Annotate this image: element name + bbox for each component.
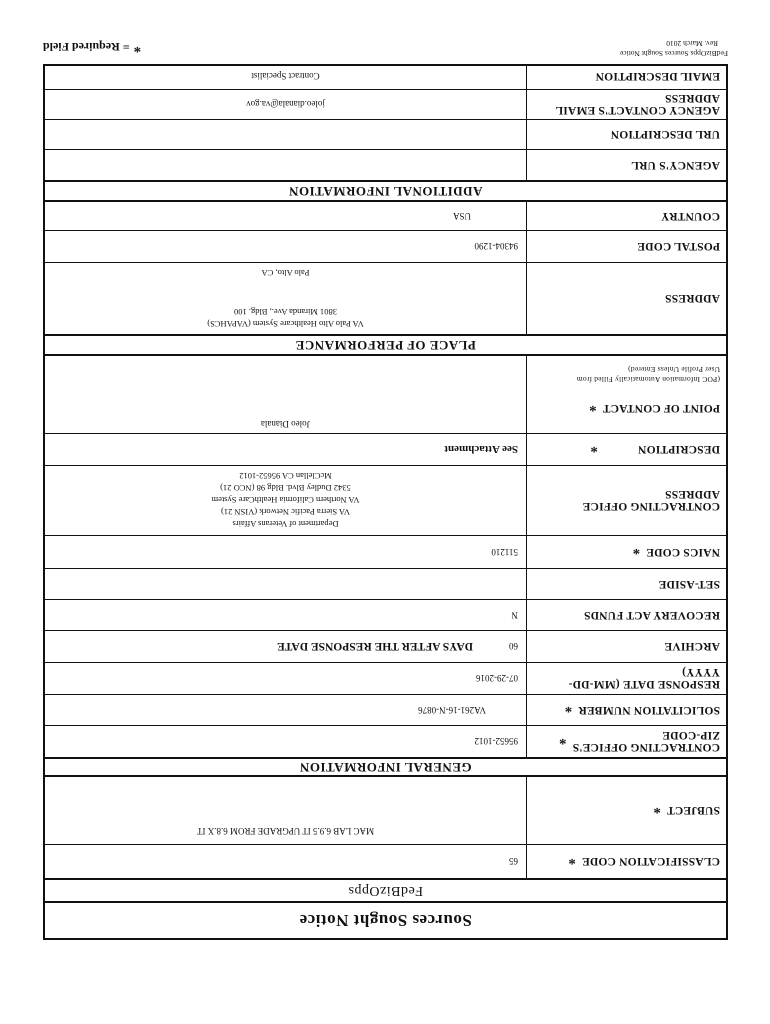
set-aside-value[interactable]	[45, 569, 526, 599]
point-of-contact-row	[45, 354, 726, 433]
performance-address-row	[45, 262, 726, 334]
archive-value	[45, 631, 526, 662]
classification-code-value[interactable]: 65	[509, 856, 518, 867]
contracting-office-zip-value[interactable]: 95652-1012	[474, 736, 518, 747]
contracting-office-address-label: CONTRACTING OFFICE ADDRESS	[526, 466, 726, 535]
set-aside-row	[45, 568, 726, 599]
section-heading: GENERAL INFORMATION	[299, 760, 472, 775]
classification-code-row	[45, 844, 726, 878]
required-star: *	[133, 39, 142, 56]
required-star: *	[564, 699, 573, 716]
section-heading: PLACE OF PERFORMANCE	[295, 338, 476, 353]
agency-url-label: AGENCY'S URL	[526, 150, 726, 180]
required-star: *	[653, 800, 661, 816]
response-date-label: RESPONSE DATE (MM-DD-YYYY)	[526, 663, 726, 694]
response-date-value[interactable]: 07-29-2016	[476, 673, 518, 684]
contracting-office-address-value[interactable]	[45, 466, 526, 535]
page-title: Sources Sought Notice	[299, 911, 472, 931]
subject-value[interactable]: MAC LAB 6.9.5 IT UPGRADE FROM 6.8.X IT	[196, 826, 375, 836]
contracting-office-zip-row	[45, 725, 726, 757]
url-description-label: URL DESCRIPTION	[526, 120, 726, 149]
required-star: *	[590, 439, 598, 455]
classification-code-label: CLASSIFICATION CODE *	[526, 845, 726, 878]
agency-url-value[interactable]	[45, 150, 526, 180]
recovery-act-funds-value[interactable]: N	[511, 610, 518, 620]
address-block: Department of Veterans Affairs VA Sierra Pacific Network (VISN 21) VA Northern California HealthCare System 5342 Dudley Blvd. Bldg 98 (NCO 21) McClellan CA 95652-1012	[211, 471, 360, 530]
url-description-value[interactable]	[45, 120, 526, 149]
title-row	[45, 901, 726, 938]
solicitation-number-value[interactable]: VA261-16-N-0876	[418, 705, 486, 715]
archive-row	[45, 630, 726, 662]
subject-label: SUBJECT *	[526, 777, 726, 844]
contracting-office-address-row	[45, 465, 726, 535]
poc-note-line2: User Profile Unless Entered)	[627, 365, 720, 374]
section-heading: ADDITIONAL INFORMATION	[288, 184, 483, 199]
recovery-act-funds-row	[45, 599, 726, 630]
email-description-row	[45, 64, 726, 89]
description-label: DESCRIPTION *	[526, 434, 726, 465]
postal-code-value[interactable]: 94304-1290	[474, 241, 518, 252]
subject-row	[45, 775, 726, 844]
description-row	[45, 433, 726, 465]
required-star: *	[588, 398, 597, 414]
page-subtitle: FedBizOpps	[348, 883, 423, 899]
email-description-label: EMAIL DESCRIPTION	[526, 64, 726, 89]
required-star: *	[568, 851, 576, 867]
agency-contact-email-row	[45, 89, 726, 119]
set-aside-label: SET-ASIDE	[526, 569, 726, 599]
point-of-contact-value[interactable]: Joleo Dianala	[260, 419, 311, 429]
country-label: COUNTRY	[526, 202, 726, 230]
naics-code-label: NAICS CODE *	[526, 536, 726, 568]
general-information-header	[45, 757, 726, 775]
country-row	[45, 200, 726, 230]
place-of-performance-header	[45, 334, 726, 354]
url-description-row	[45, 119, 726, 149]
solicitation-number-label: SOLICITATION NUMBER *	[526, 695, 726, 725]
footer-doc-info	[528, 30, 728, 64]
archive-suffix: DAYS AFTER THE RESPONSE DATE	[277, 640, 473, 653]
email-description-value[interactable]: Contract Specialist	[251, 71, 320, 82]
required-star: *	[632, 541, 641, 558]
required-field-legend	[43, 30, 168, 64]
performance-address-block: VA Palo Alto Healthcare System (VAPAHCS) 3801 Miranda Ave., Bldg. 100 Palo Alto, CA	[207, 268, 364, 329]
contracting-office-zip-label: CONTRACTING OFFICE'S ZIP-CODE *	[526, 726, 726, 757]
postal-code-label: POSTAL CODE	[526, 231, 726, 262]
recovery-act-funds-label: RECOVERY ACT FUNDS	[526, 600, 726, 630]
performance-address-label: ADDRESS	[526, 263, 726, 334]
required-field-text: = Required Field	[43, 40, 130, 55]
description-value[interactable]: See Attachment	[444, 443, 518, 456]
response-date-row	[45, 662, 726, 694]
performance-address-value[interactable]	[45, 263, 526, 334]
agency-contact-email-value[interactable]: joleo.dianala@va.gov	[246, 99, 325, 110]
solicitation-number-row	[45, 694, 726, 725]
archive-label: ARCHIVE	[526, 631, 726, 662]
country-value[interactable]: USA	[452, 211, 471, 221]
footer-doc-name: FedBizOpps Sources Sought Notice	[619, 49, 728, 58]
agency-url-row	[45, 149, 726, 180]
additional-information-header	[45, 180, 726, 200]
subtitle-row	[45, 878, 726, 901]
naics-code-row	[45, 535, 726, 568]
agency-contact-email-label: AGENCY CONTACT'S EMAIL ADDRESS	[526, 90, 726, 119]
archive-days-value[interactable]: 60	[509, 641, 518, 652]
naics-code-value[interactable]: 511210	[491, 547, 518, 557]
notice-form	[43, 64, 728, 940]
footer-revision: Rev. March 2010	[666, 39, 718, 48]
poc-note-line1: (POC Information Automatically Filled from	[576, 375, 720, 384]
postal-code-row	[45, 230, 726, 262]
required-star: *	[558, 731, 567, 747]
point-of-contact-label: POINT OF CONTACT* (POC Information Automatically Filled from User Profile Unless Entered)	[526, 356, 726, 433]
